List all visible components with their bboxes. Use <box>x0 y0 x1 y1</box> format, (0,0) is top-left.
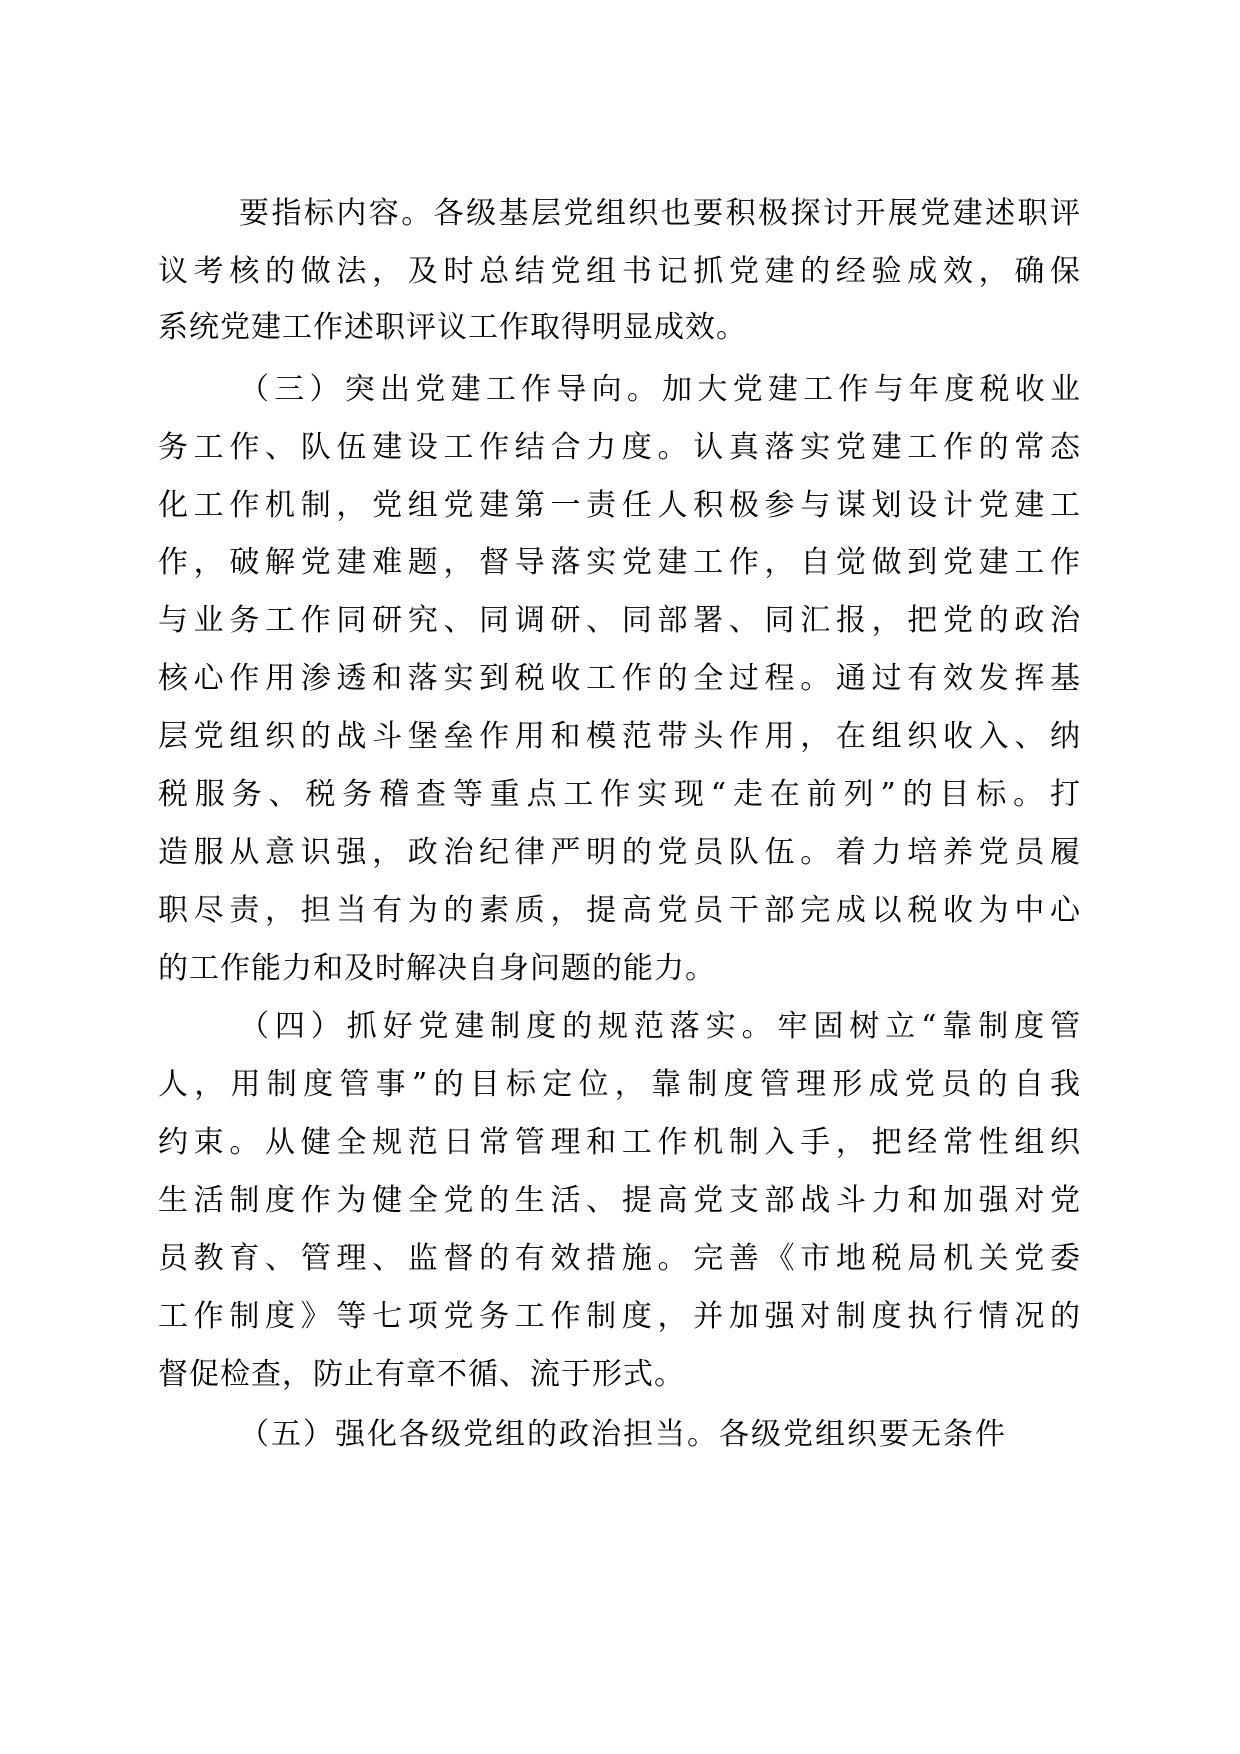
paragraph-2-line-2: 务工作、队伍建设工作结合力度。认真落实党建工作的常态 <box>158 430 1080 465</box>
paragraph-2-line-8: 税服务、税务稽查等重点工作实现“走在前列”的目标。打 <box>158 777 1080 812</box>
paragraph-2-line-9: 造服从意识强，政治纪律严明的党员队伍。着力培养党员履 <box>158 835 1080 870</box>
paragraph-3-line-7: 督促检查，防止有章不循、流于形式。 <box>158 1357 685 1392</box>
paragraph-2-line-1: （三）突出党建工作导向。加大党建工作与年度税收业 <box>239 372 1080 407</box>
paragraph-3-line-4: 生活制度作为健全党的生活、提高党支部战斗力和加强对党 <box>158 1183 1080 1218</box>
paragraph-1-line-3: 系统党建工作述职评议工作取得明显成效。 <box>158 310 747 345</box>
paragraph-3-line-2: 人，用制度管事”的目标定位，靠制度管理形成党员的自我 <box>158 1067 1080 1102</box>
paragraph-2-line-4: 作，破解党建难题，督导落实党建工作，自觉做到党建工作 <box>158 545 1080 580</box>
paragraph-3-line-1: （四）抓好党建制度的规范落实。牢固树立“靠制度管 <box>239 1009 1080 1044</box>
paragraph-3-line-6: 工作制度》等七项党务工作制度，并加强对制度执行情况的 <box>158 1299 1080 1334</box>
paragraph-1-line-2: 议考核的做法，及时总结党组书记抓党建的经验成效，确保 <box>158 254 1080 289</box>
paragraph-1-line-1: 要指标内容。各级基层党组织也要积极探讨开展党建述职评 <box>239 196 1080 231</box>
paragraph-2-line-6: 核心作用渗透和落实到税收工作的全过程。通过有效发挥基 <box>158 661 1080 696</box>
paragraph-2-line-5: 与业务工作同研究、同调研、同部署、同汇报，把党的政治 <box>158 603 1080 638</box>
paragraph-3-line-5: 员教育、管理、监督的有效措施。完善《市地税局机关党委 <box>158 1241 1080 1276</box>
paragraph-2-line-11: 的工作能力和及时解决自身问题的能力。 <box>158 951 716 986</box>
paragraph-2-line-7: 层党组织的战斗堡垒作用和模范带头作用，在组织收入、纳 <box>158 719 1080 754</box>
paragraph-2-line-10: 职尽责，担当有为的素质，提高党员干部完成以税收为中心 <box>158 893 1080 928</box>
paragraph-3-line-3: 约束。从健全规范日常管理和工作机制入手，把经常性组织 <box>158 1125 1080 1160</box>
paragraph-2-line-3: 化工作机制，党组党建第一责任人积极参与谋划设计党建工 <box>158 488 1080 523</box>
paragraph-4-line-1: （五）强化各级党组的政治担当。各级党组织要无条件 <box>239 1417 1007 1452</box>
